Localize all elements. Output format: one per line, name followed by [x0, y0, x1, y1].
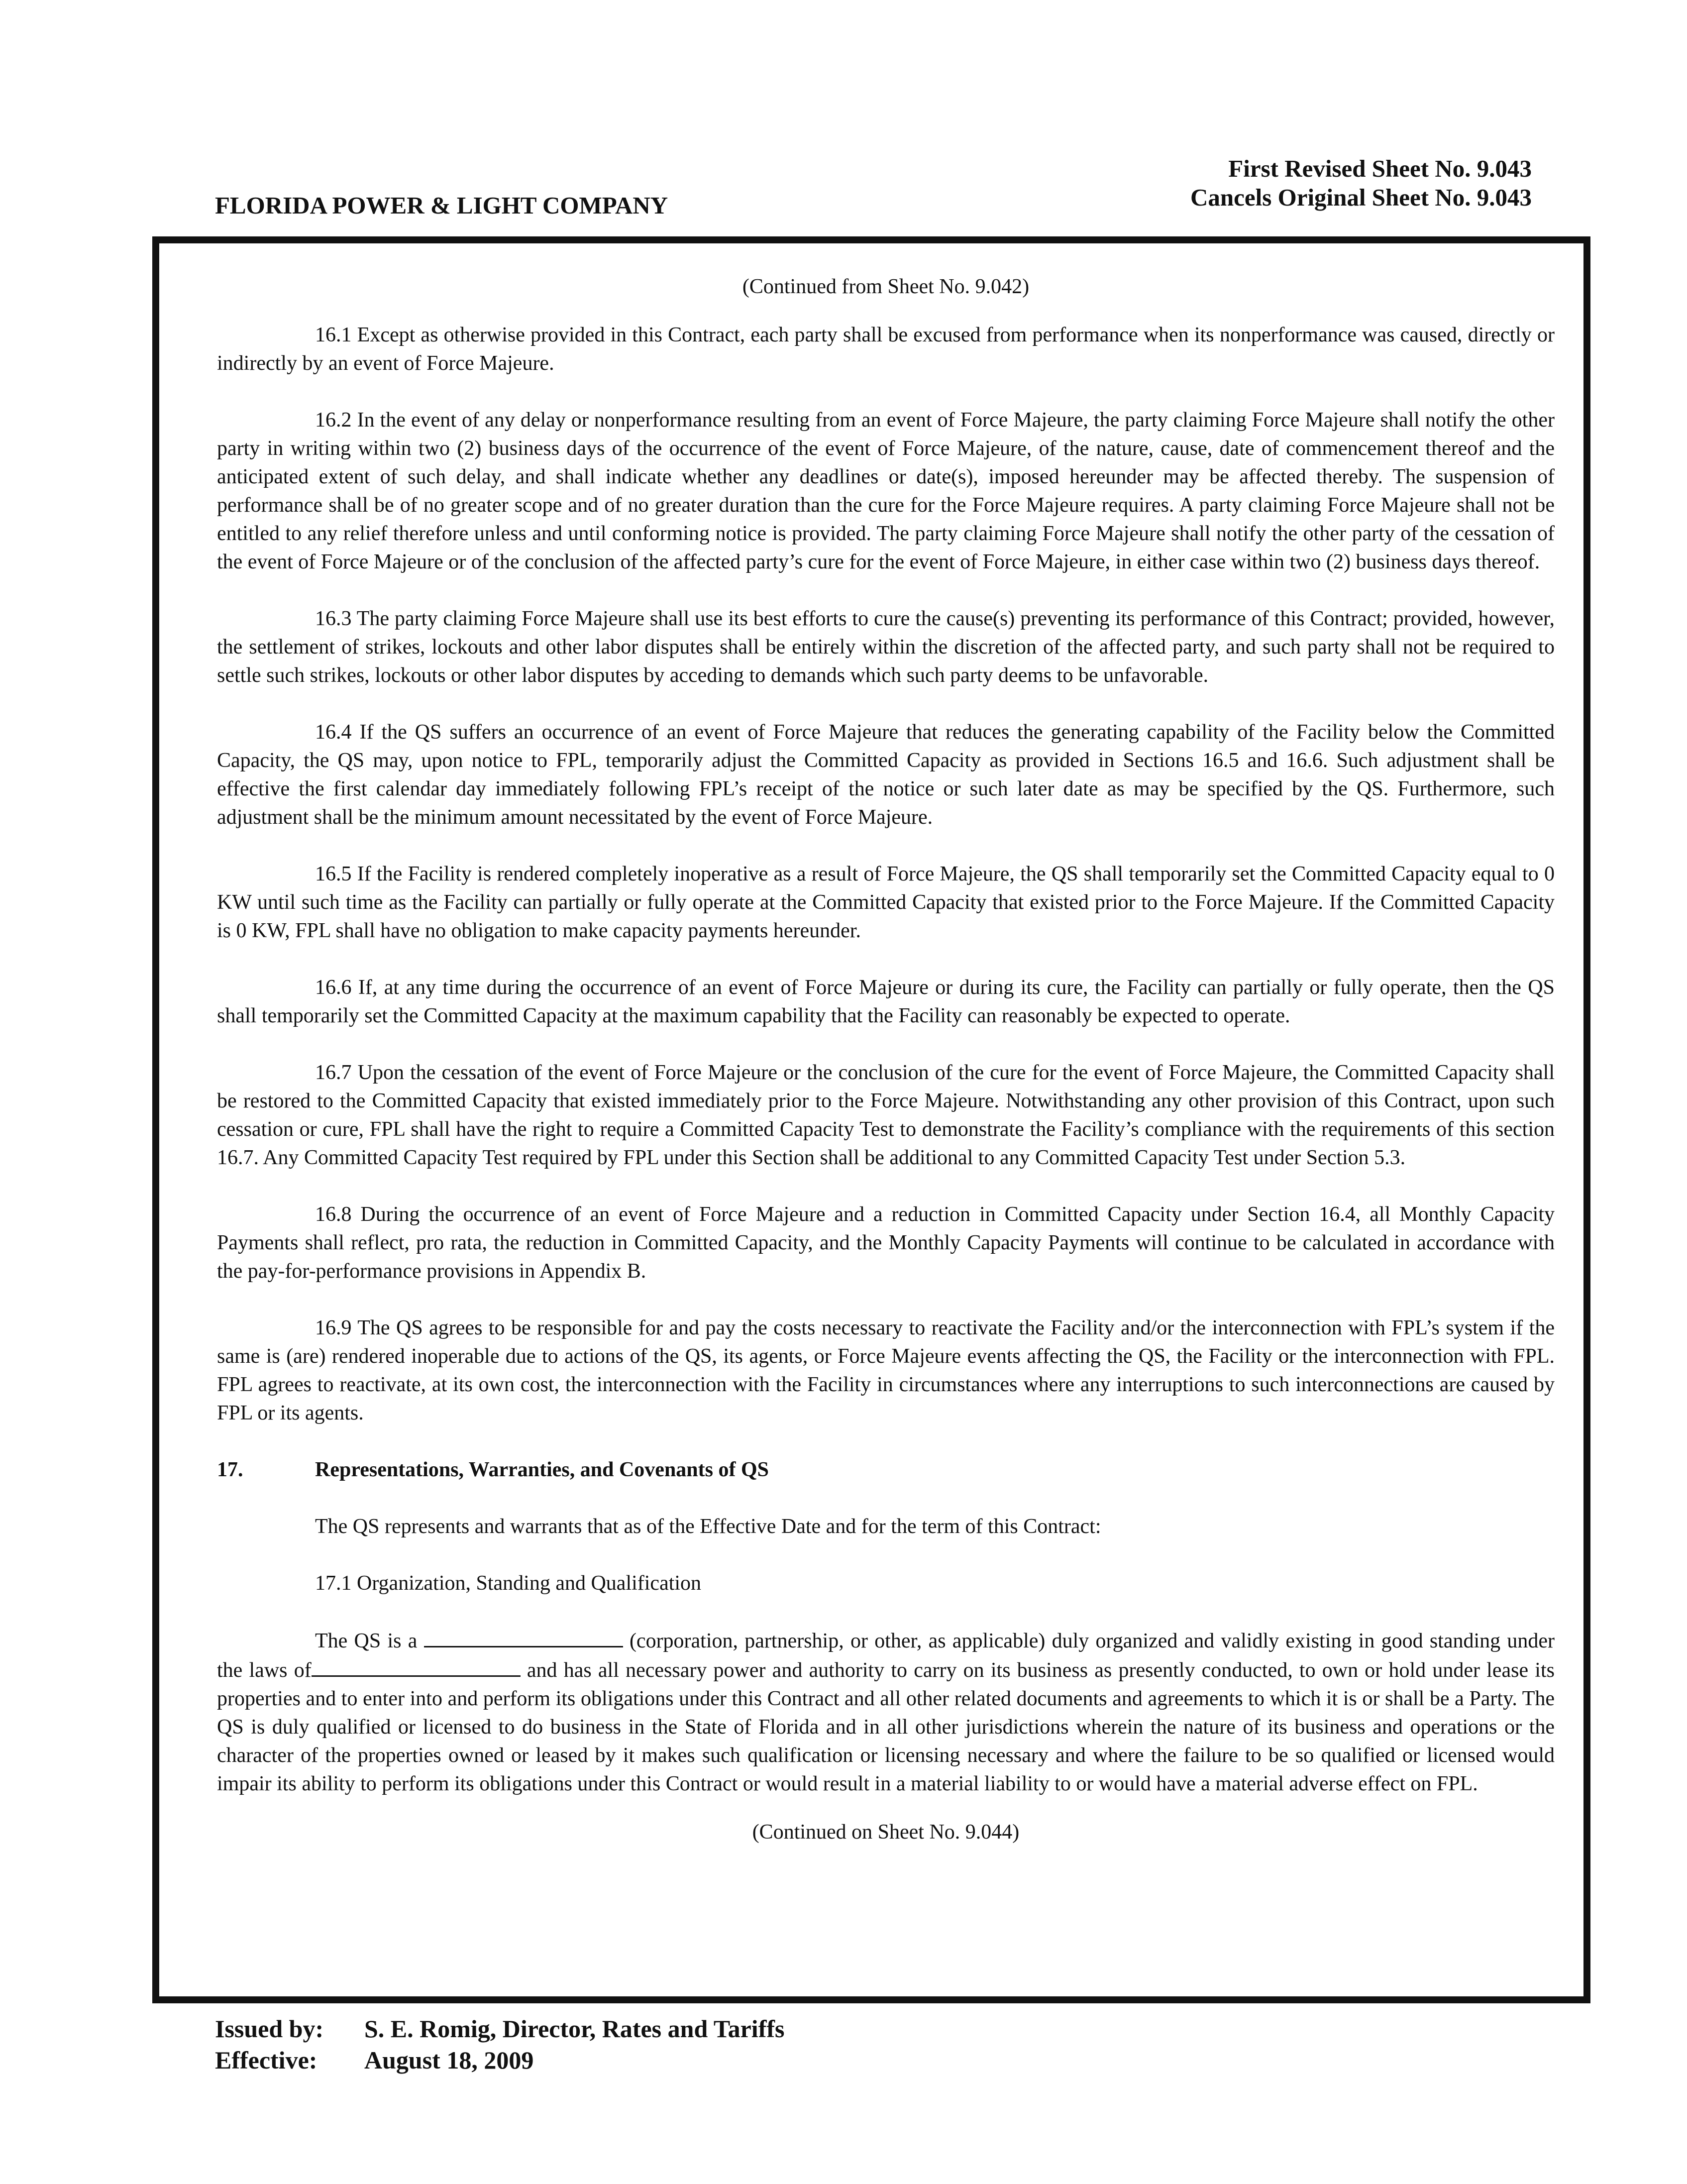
paragraph-16-3: 16.3 The party claiming Force Majeure shall use its best efforts to cure the cause(s) preventing its performance of this Contract; provided, however, the settlement of strikes, lockouts and other labor disputes shall be entirely within the discretion of the affected party, and such party shall not be required to settle such strikes, lockouts or other labor disputes by acceding to demands which such party deems to be unfavorable. — [217, 607, 1555, 687]
paragraph-16-1: 16.1 Except as otherwise provided in this Contract, each party shall be excused from performance when its nonperformance was caused, directly or indirectly by an event of Force Majeure. — [217, 324, 1555, 375]
section-17-number: 17. — [217, 1458, 243, 1481]
effective-line — [215, 2045, 784, 2076]
paragraph-16-8: 16.8 During the occurrence of an event of Force Majeure and a reduction in Committed Capacity under Section 16.4, all Monthly Capacity Payments shall reflect, pro rata, the reduction in Committed Capacity, and the Monthly Capacity Payments will continue to be calculated in accordance with the pay-for-performance provisions in Appendix B. — [217, 1203, 1555, 1283]
issued-by-line — [215, 2013, 784, 2045]
jurisdiction-blank — [312, 1655, 521, 1677]
subsection-17-1-title: 17.1 Organization, Standing and Qualification — [315, 1572, 702, 1595]
paragraph-17-1-part1: The QS is a — [315, 1630, 418, 1652]
section-17-intro: The QS represents and warrants that as of the Effective Date and for the term of this Contract: — [315, 1515, 1101, 1538]
paragraph-16-5: 16.5 If the Facility is rendered completely inoperative as a result of Force Majeure, the QS shall temporarily set the Committed Capacity equal to 0 KW until such time as the Facility can partially or fully operate at the Committed Capacity that existed prior to the Force Majeure. If the Committed Capacity is 0 KW, FPL shall have no obligation to make capacity payments hereunder. — [217, 863, 1555, 942]
paragraph-16-4: 16.4 If the QS suffers an occurrence of an event of Force Majeure that reduces the generating capability of the Facility below the Committed Capacity, the QS may, upon notice to FPL, temporarily adjust the Committed Capacity as provided in Sections 16.5 and 16.6. Such adjustment shall be effective the first calendar day immediately following FPL’s receipt of the notice or such later date as may be specified by the QS. Furthermore, such adjustment shall be the minimum amount necessitated by the event of Force Majeure. — [217, 721, 1555, 829]
sheet-info — [1190, 154, 1532, 212]
paragraph-17-1 — [217, 1626, 1555, 1798]
entity-type-blank — [424, 1626, 623, 1647]
issued-by-label: Issued by: — [215, 2015, 324, 2043]
section-17-heading — [217, 1456, 1555, 1484]
paragraph-17-1-part3: and has all necessary power and authority to carry on its business as presently conducted, to own or hold under lease its properties and to enter into and perform its obligations under this Contract and all other related documents and agreements to which it is or shall be a Party. The QS is duly qualified or licensed to do business in the State of Florida and in all other jurisdictions wherein the nature of its business and operations or the character of the properties owned or leased by it makes such qualification or licensing necessary and where the failure to be so qualified or licensed would impair its ability to perform its obligations under this Contract or would result in a material liability to or would have a material adverse effect on FPL. — [217, 1659, 1555, 1795]
continued-from: (Continued from Sheet No. 9.042) — [742, 275, 1030, 298]
paragraph-16-2: 16.2 In the event of any delay or nonperformance resulting from an event of Force Majeure, the party claiming Force Majeure shall notify the other party in writing within two (2) business days of the occurrence of the event of Force Majeure, of the nature, cause, date of commencement thereof and the anticipated extent of such delay, and shall indicate whether any deadlines or date(s), imposed hereunder may be affected thereby. The suspension of performance shall be of no greater scope and of no greater duration than the cure for the Force Majeure requires. A party claiming Force Majeure shall not be entitled to any relief therefore unless and until conforming notice is provided. The party claiming Force Majeure shall notify the other party of the cessation of the event of Force Majeure or of the conclusion of the affected party’s cure for the event of Force Majeure, in either case within two (2) business days thereof. — [217, 409, 1555, 573]
paragraph-17-1-part2: (corporation, partnership, or other, as applicable) duly organized and validly existing in good standing under the laws of — [217, 1630, 1555, 1682]
sheet-number: First Revised Sheet No. 9.043 — [1228, 155, 1532, 182]
document-body — [217, 273, 1555, 1847]
continued-on: (Continued on Sheet No. 9.044) — [752, 1821, 1020, 1844]
effective-label: Effective: — [215, 2046, 317, 2074]
effective-value: August 18, 2009 — [364, 2046, 534, 2074]
issued-by-value: S. E. Romig, Director, Rates and Tariffs — [364, 2015, 785, 2043]
paragraph-16-6: 16.6 If, at any time during the occurrence of an event of Force Majeure or during its cure, the Facility can partially or fully operate, then the QS shall temporarily set the Committed Capacity at the maximum capability that the Facility can reasonably be expected to operate. — [217, 976, 1555, 1027]
section-17-title: Representations, Warranties, and Covenants of QS — [315, 1458, 769, 1481]
paragraph-16-7: 16.7 Upon the cessation of the event of Force Majeure or the conclusion of the cure for the event of Force Majeure, the Committed Capacity shall be restored to the Committed Capacity that existed immediately prior to the Force Majeure. Notwithstanding any other provision of this Contract, upon such cessation or cure, FPL shall have the right to require a Committed Capacity Test to demonstrate the Facility’s compliance with the requirements of this section 16.7. Any Committed Capacity Test required by FPL under this Section shall be additional to any Committed Capacity Test under Section 5.3. — [217, 1061, 1555, 1169]
paragraph-16-9: 16.9 The QS agrees to be responsible for and pay the costs necessary to reactivate the Facility and/or the interconnection with FPL’s system if the same is (are) rendered inoperable due to actions of the QS, its agents, or Force Majeure events affecting the QS, the Facility or the interconnection with FPL. FPL agrees to reactivate, at its own cost, the interconnection with the Facility in circumstances where any interruptions to such interconnections are caused by FPL or its agents. — [217, 1316, 1555, 1424]
sheet-cancels: Cancels Original Sheet No. 9.043 — [1190, 184, 1532, 211]
issuance-footer — [215, 2013, 784, 2076]
company-name: FLORIDA POWER & LIGHT COMPANY — [215, 192, 668, 219]
